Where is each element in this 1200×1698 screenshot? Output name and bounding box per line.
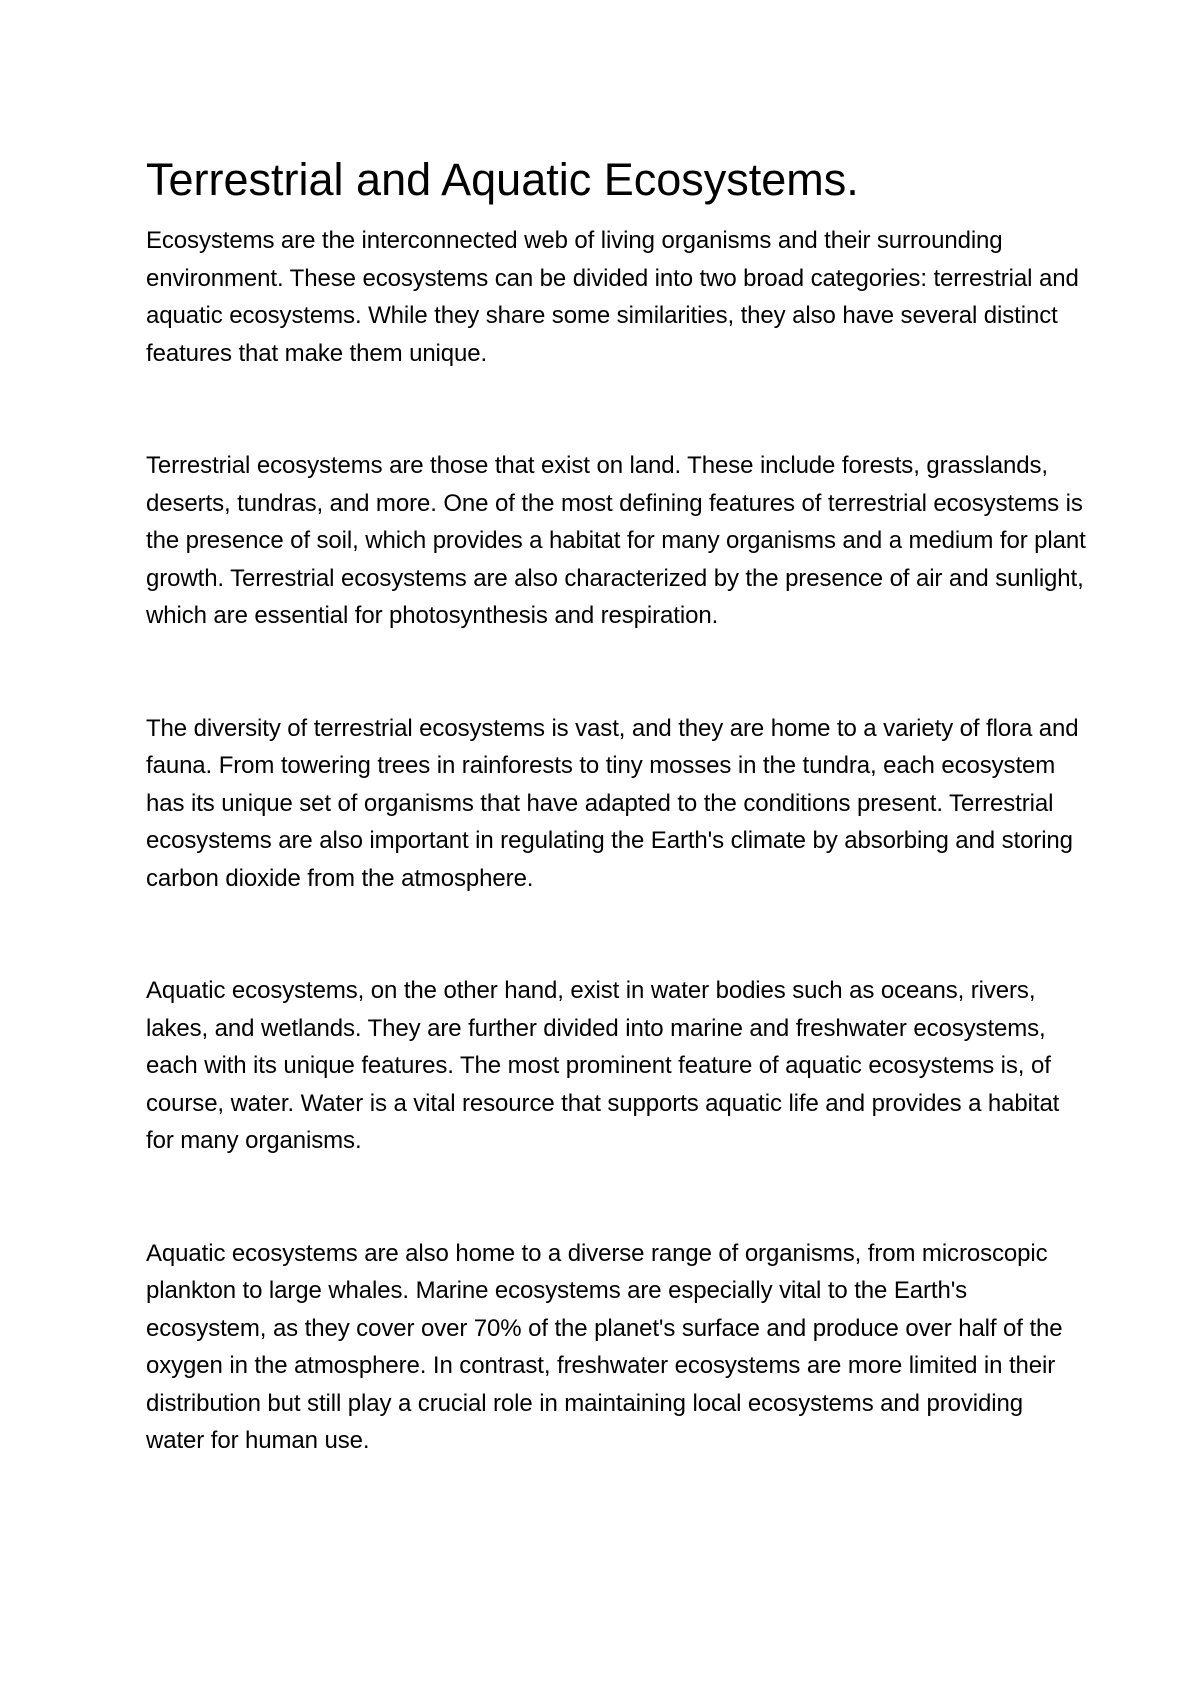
document-body bbox=[146, 152, 1086, 1460]
paragraph-spacer bbox=[146, 635, 1086, 710]
paragraph-spacer bbox=[146, 1160, 1086, 1235]
document-title: Terrestrial and Aquatic Ecosystems. bbox=[146, 154, 859, 205]
paragraph-aquatic-diversity: Aquatic ecosystems are also home to a diverse range of organisms, from microscopic plankton to large whales. Marine ecosystems are especially vital to the Earth's ecosystem, as they cover over 70% of the planet's surface and produce over half of the oxygen in the atmosphere. In contrast, freshwater ecosystems are more limited in their distribution but still play a crucial role in maintaining local ecosystems and providing water for human use. bbox=[146, 1239, 1063, 1454]
paragraph-spacer bbox=[146, 372, 1086, 447]
paragraph-aquatic-definition: Aquatic ecosystems, on the other hand, exist in water bodies such as oceans, rivers, lakes, and wetlands. They are further divided into marine and freshwater ecosystems, each with its unique features. The most prominent feature of aquatic ecosystems is, of course, water. Water is a vital resource that supports aquatic life and provides a habitat for many organisms. bbox=[146, 977, 1060, 1154]
paragraph-terrestrial-diversity: The diversity of terrestrial ecosystems is vast, and they are home to a variety of flora and fauna. From towering trees in rainforests to tiny mosses in the tundra, each ecosystem has its unique set of organisms that have adapted to the conditions present. Terrestrial ecosystems are also important in regulating the Earth's climate by absorbing and storing carbon dioxide from the atmosphere. bbox=[146, 714, 1079, 892]
paragraph-intro: Ecosystems are the interconnected web of living organisms and their surrounding environment. These ecosystems can be divided into two broad categories: terrestrial and aquatic ecosystems. While they share some similarities, they also have several distinct features that make them unique. bbox=[146, 227, 1079, 367]
paragraph-terrestrial-definition: Terrestrial ecosystems are those that exist on land. These include forests, grasslands, deserts, tundras, and more. One of the most defining features of terrestrial ecosystems is the presence of soil, which provides a habitat for many organisms and a medium for plant growth. Terrestrial ecosystems are also characterized by the presence of air and sunlight, which are essential for photosynthesis and respiration. bbox=[146, 452, 1086, 629]
paragraph-spacer bbox=[146, 897, 1086, 972]
